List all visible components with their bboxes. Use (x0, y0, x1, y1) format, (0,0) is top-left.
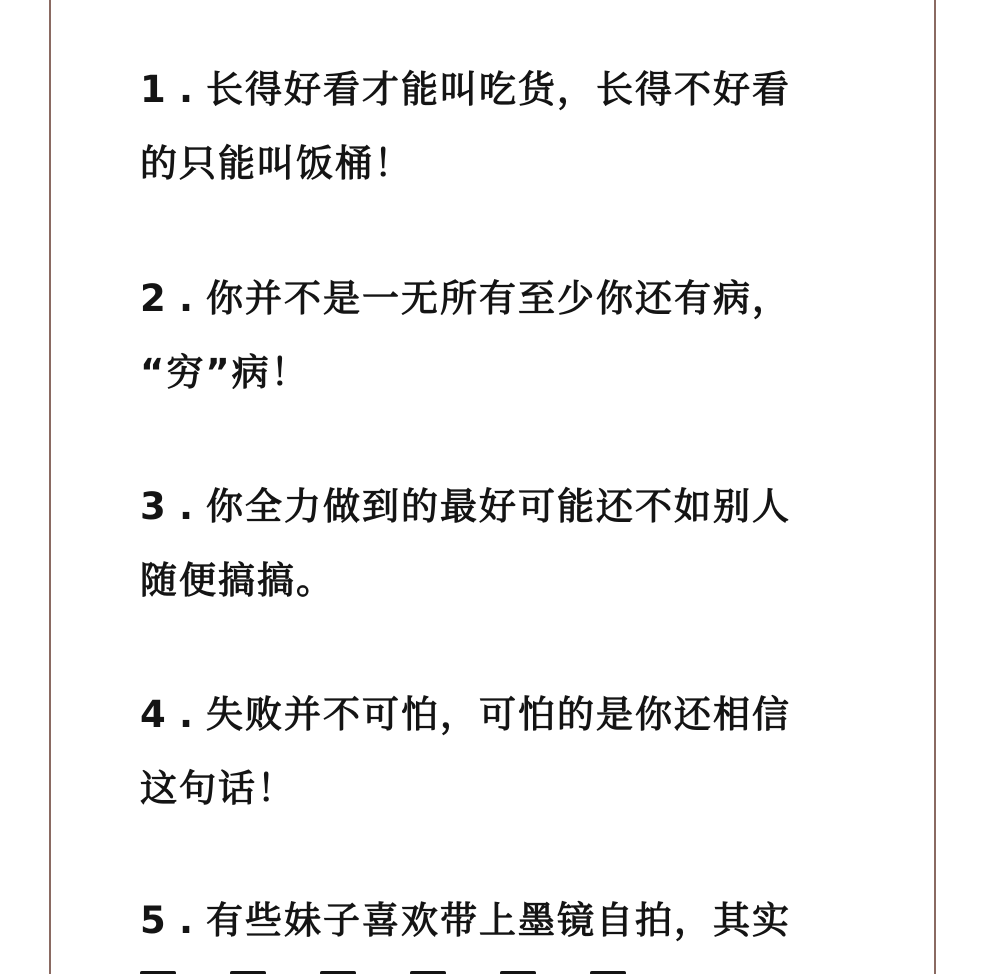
item-1-line-1 (140, 53, 860, 127)
item-3-line-2: 随便搞搞。 (140, 559, 335, 602)
right-border-rule (934, 0, 936, 974)
item-number: 2 (140, 277, 168, 320)
item-text: 有些妹子喜欢带上墨镜自拍，其实 (206, 899, 791, 942)
item-text: 失败并不可怕，可怕的是你还相信 (206, 693, 791, 736)
list-item-2 (140, 262, 860, 410)
item-separator: . (178, 68, 196, 111)
item-text: 长得好看才能叫吃货，长得不好看 (206, 68, 791, 111)
item-4-line-1 (140, 678, 860, 752)
list-item-5 (140, 884, 860, 958)
left-border-rule (49, 0, 51, 974)
item-4-line-2: 这句话！ (140, 767, 296, 810)
item-5-line-1 (140, 884, 860, 958)
list-item-4 (140, 678, 860, 826)
item-separator: . (178, 277, 196, 320)
item-2-line-2: “穷”病！ (140, 351, 310, 394)
item-separator: . (178, 485, 196, 528)
item-separator: . (178, 899, 196, 942)
list-item-1 (140, 53, 860, 201)
cut-off-next-line (140, 962, 740, 974)
item-3-line-1 (140, 470, 860, 544)
item-number: 1 (140, 68, 168, 111)
item-separator: . (178, 693, 196, 736)
item-text: 你并不是一无所有至少你还有病， (206, 277, 791, 320)
item-2-line-1 (140, 262, 860, 336)
item-number: 3 (140, 485, 168, 528)
item-text: 你全力做到的最好可能还不如别人 (206, 485, 791, 528)
list-item-3 (140, 470, 860, 618)
item-number: 4 (140, 693, 168, 736)
item-1-line-2: 的只能叫饭桶！ (140, 142, 413, 185)
item-number: 5 (140, 899, 168, 942)
